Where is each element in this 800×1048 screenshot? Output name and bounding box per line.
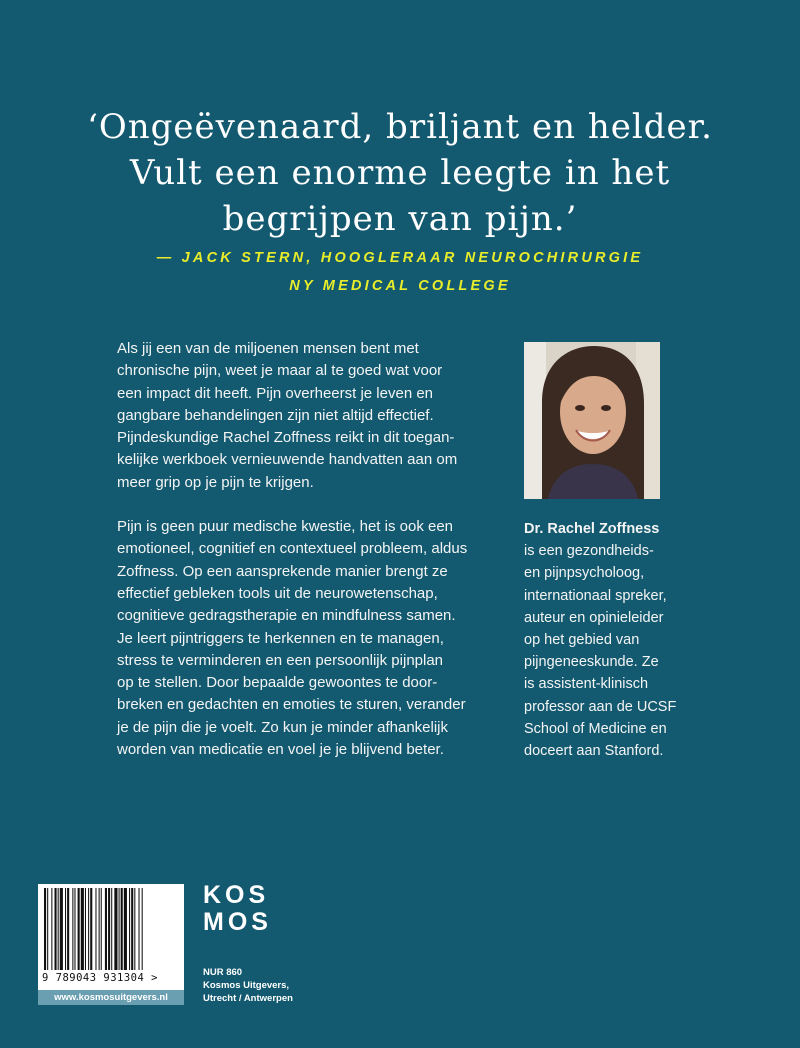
blurb-line: kelijke werkboek vernieuwende handvatten aan om xyxy=(117,451,458,469)
blurb-line: chronische pijn, weet je maar al te goed wat voor xyxy=(117,362,443,380)
barcode-bar xyxy=(85,888,86,970)
barcode-bars xyxy=(38,884,184,974)
barcode-bar xyxy=(88,888,89,970)
quote-line: Vult een enorme leegte in het xyxy=(129,153,671,193)
blurb-line: worden van medicatie en voel je je blijvend beter. xyxy=(117,741,444,759)
bio-line: en pijnpsycholoog, xyxy=(524,565,645,582)
barcode-bar xyxy=(134,888,135,970)
blurb-line: Als jij een van de miljoenen mensen bent met xyxy=(117,340,419,357)
barcode-bar xyxy=(142,888,143,970)
barcode-bar xyxy=(72,888,73,970)
quote xyxy=(60,104,740,242)
publisher-url: www.kosmosuitgevers.nl xyxy=(38,990,184,1005)
blurb-paragraph-2 xyxy=(117,516,497,761)
author-photo xyxy=(524,342,660,499)
blurb-line: stress te verminderen en een persoonlijk pijnplan xyxy=(117,651,444,669)
bio-line: op het gebied van xyxy=(524,632,640,649)
barcode xyxy=(38,884,184,1002)
blurb-line: cognitieve gedragstherapie en mindfulness samen. xyxy=(117,607,456,625)
barcode-bar xyxy=(131,888,133,970)
nur-code: NUR 860 xyxy=(203,967,243,978)
quote-line: begrijpen van pijn.’ xyxy=(222,199,578,239)
isbn-number: 9 789043 931304 > xyxy=(42,972,158,984)
barcode-bar xyxy=(51,888,52,970)
barcode-bar xyxy=(111,888,112,970)
kosmos-logo xyxy=(203,882,272,936)
barcode-bar xyxy=(139,888,140,970)
barcode-bar xyxy=(81,888,84,970)
bio-line: is een gezondheids- xyxy=(524,543,654,560)
barcode-bar xyxy=(114,888,117,970)
blurb-line: Pijndeskundige Rachel Zoffness reikt in dit toegan- xyxy=(117,429,455,447)
bio-line: professor aan de UCSF xyxy=(524,698,677,715)
barcode-bar xyxy=(95,888,96,970)
author-bio xyxy=(524,518,714,762)
blurb-paragraph-1 xyxy=(117,338,497,494)
blurb-line: breken en gedachten en emoties te sturen, verander xyxy=(117,696,466,714)
barcode-bar xyxy=(60,888,63,970)
barcode-bar xyxy=(124,888,127,970)
barcode-bar xyxy=(90,888,92,970)
blurb-line: emotioneel, cognitief en contextueel probleem, aldus xyxy=(117,540,468,558)
blurb xyxy=(117,338,497,783)
author-name: Dr. Rachel Zoffness xyxy=(524,521,660,537)
blurb-line: gangbare behandelingen zijn niet altijd effectief. xyxy=(117,406,434,424)
blurb-line: Je leert pijntriggers te herkennen en te managen, xyxy=(117,629,444,647)
barcode-bar xyxy=(119,888,120,970)
publisher-location: Utrecht / Antwerpen xyxy=(203,993,293,1004)
barcode-bar xyxy=(55,888,57,970)
bio-line: auteur en opinieleider xyxy=(524,609,664,626)
quote-line: ‘Ongeëvenaard, briljant en helder. xyxy=(87,107,713,147)
blurb-line: je de pijn die je voelt. Zo kun je minder afhankelijk xyxy=(117,718,449,736)
bio-line: internationaal spreker, xyxy=(524,587,667,604)
blurb-line: Pijn is geen puur medische kwestie, het is ook een xyxy=(117,518,454,536)
bio-line: is assistent-klinisch xyxy=(524,676,649,693)
blurb-line: effectief gebleken tools uit de neurowetenschap, xyxy=(117,584,438,602)
barcode-bar xyxy=(47,888,48,970)
quote-attribution xyxy=(60,244,740,300)
blurb-line: een impact dit heeft. Pijn overheerst je leven en xyxy=(117,384,434,402)
barcode-bar xyxy=(78,888,80,970)
barcode-bar xyxy=(101,888,102,970)
bio-line: doceert aan Stanford. xyxy=(524,743,664,760)
author-portrait-illustration xyxy=(524,342,660,499)
attribution-line: NY MEDICAL COLLEGE xyxy=(289,278,511,294)
bio-line: pijngeneeskunde. Ze xyxy=(524,654,659,671)
barcode-bar xyxy=(99,888,100,970)
barcode-bar xyxy=(129,888,130,970)
barcode-bar xyxy=(121,888,123,970)
barcode-bar xyxy=(44,888,46,970)
blurb-line: Zoffness. Op een aansprekende manier brengt ze xyxy=(117,562,448,580)
barcode-bar xyxy=(74,888,75,970)
publisher-info xyxy=(203,966,293,1005)
blurb-line: op te stellen. Door bepaalde gewoontes te door- xyxy=(117,674,438,692)
barcode-bar xyxy=(65,888,66,970)
barcode-bar xyxy=(105,888,107,970)
blurb-line: meer grip op je pijn te krijgen. xyxy=(117,473,314,491)
logo-line-2: MOS xyxy=(203,908,272,936)
logo-line-1: KOS xyxy=(203,881,270,909)
bio-line: School of Medicine en xyxy=(524,720,667,737)
barcode-bar xyxy=(58,888,59,970)
barcode-bar xyxy=(67,888,69,970)
attribution-line: — JACK STERN, HOOGLERAAR NEUROCHIRURGIE xyxy=(156,250,644,266)
barcode-bar xyxy=(108,888,110,970)
publisher-name: Kosmos Uitgevers, xyxy=(203,980,290,991)
